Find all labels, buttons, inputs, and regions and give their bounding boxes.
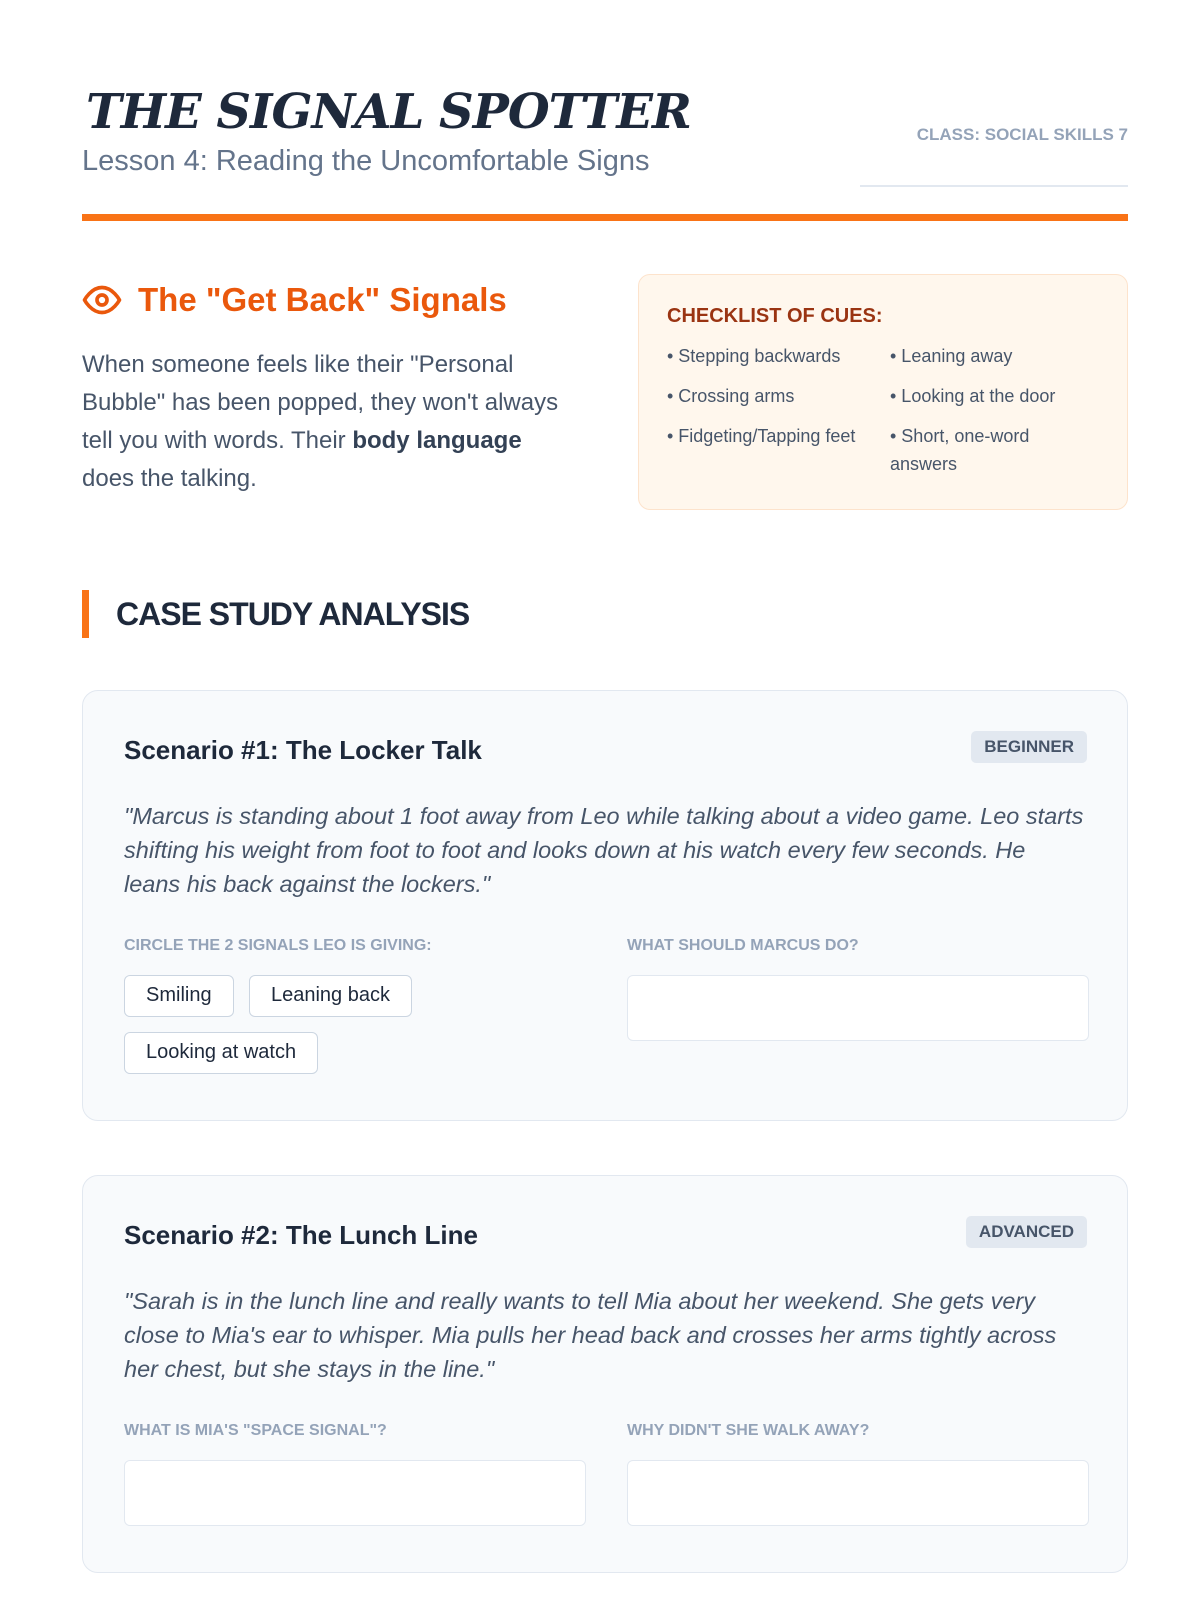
difficulty-badge: ADVANCED: [966, 1216, 1087, 1248]
scenario-title: Scenario #1: The Locker Talk: [124, 735, 482, 765]
option-looking-at-watch[interactable]: Looking at watch: [124, 1032, 318, 1074]
scenario-title: Scenario #2: The Lunch Line: [124, 1220, 478, 1250]
scenario-card-2: [82, 1175, 1128, 1573]
lesson-subtitle: Lesson 4: Reading the Uncomfortable Signs: [82, 145, 650, 177]
scenario-card-1: [82, 690, 1128, 1121]
section-title: CASE STUDY ANALYSIS: [116, 595, 470, 632]
checklist-box: [638, 274, 1128, 510]
walk-away-question-label: WHY DIDN'T SHE WALK AWAY?: [627, 1422, 870, 1439]
cue-item: • Looking at the door: [890, 386, 1056, 406]
class-label: CLASS: SOCIAL SKILLS 7: [916, 125, 1128, 144]
answer-field[interactable]: [124, 1460, 586, 1526]
intro-text-part1: When someone feels like their "Personal Bubble" has been popped, they won't always tell you with words. Their: [82, 351, 559, 454]
space-signal-question-label: WHAT IS MIA'S "SPACE SIGNAL"?: [124, 1422, 387, 1439]
intro-text-part2: does the talking.: [82, 465, 257, 492]
intro-title: The "Get Back" Signals: [138, 281, 507, 318]
signals-question-label: CIRCLE THE 2 SIGNALS LEO IS GIVING:: [124, 937, 432, 954]
cue-item: • Leaning away: [890, 346, 1013, 366]
worksheet-title: THE SIGNAL SPOTTER: [86, 84, 691, 140]
intro-heading: [82, 278, 507, 322]
option-leaning-back[interactable]: Leaning back: [249, 975, 412, 1017]
worksheet-page: [82, 0, 1128, 1600]
section-accent-bar: [82, 590, 89, 638]
eye-icon: [82, 280, 122, 320]
intro-text-bold: body language: [352, 427, 522, 454]
scenario-quote: "Sarah is in the lunch line and really wants to tell Mia about her weekend. She gets very close to Mia's ear to whisper. Mia pulls her head back and crosses her arms tightly across her chest, but she stays in the line.": [124, 1288, 1057, 1382]
cue-item: • Stepping backwards: [667, 346, 841, 366]
action-question-label: WHAT SHOULD MARCUS DO?: [627, 937, 859, 954]
answer-field[interactable]: [627, 1460, 1089, 1526]
cue-item: • Short, one-word answers: [890, 426, 1030, 474]
checklist-title: CHECKLIST OF CUES:: [667, 305, 883, 327]
cue-item: • Crossing arms: [667, 386, 795, 406]
answer-field[interactable]: [627, 975, 1089, 1041]
checklist-cues: [667, 342, 1099, 478]
option-smiling[interactable]: Smiling: [124, 975, 234, 1017]
cue-item: • Fidgeting/Tapping feet: [667, 426, 856, 446]
class-name-line: [860, 185, 1128, 187]
header-divider: [82, 214, 1128, 221]
intro-paragraph: [82, 346, 562, 498]
difficulty-badge: BEGINNER: [971, 731, 1087, 763]
section-heading: [82, 590, 469, 638]
worksheet-header: [82, 84, 1128, 224]
scenario-quote: "Marcus is standing about 1 foot away from Leo while talking about a video game. Leo starts shifting his weight from foot to foot and looks down at his watch every few seconds. He leans his back against the lockers.": [124, 803, 1084, 897]
